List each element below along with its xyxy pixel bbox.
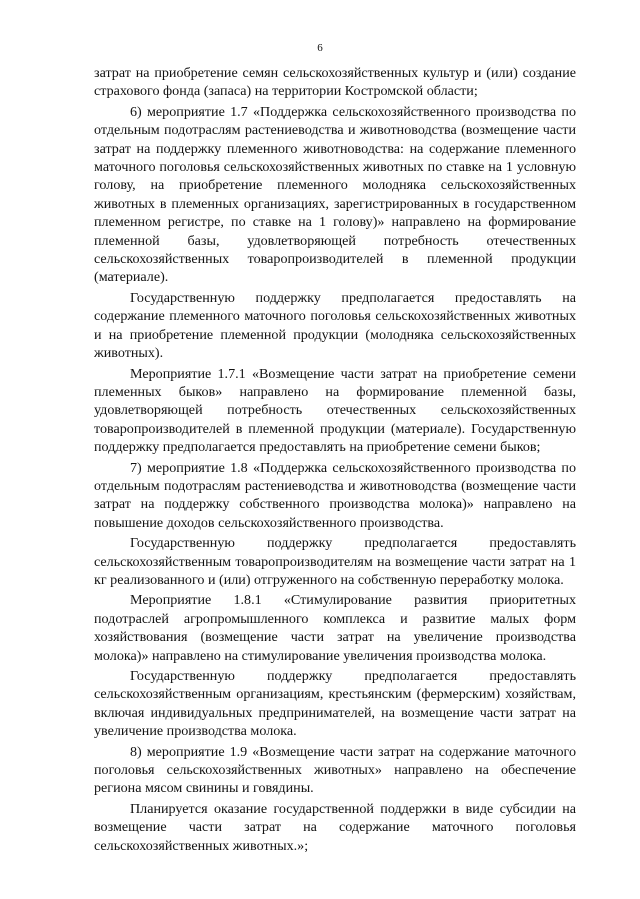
paragraph: затрат на приобретение семян сельскохозяйственных культур и (или) создание страхового фонда (запаса) на территории Костромской области; bbox=[94, 65, 576, 100]
paragraph: Мероприятие 1.7.1 «Возмещение части затрат на приобретение семени племенных быков» направлено на формирование племенной базы, удовлетворяющей потребность отечественных сельскохозяйственных товаропроизводителей в племенной продукции (материале). Государственную поддержку предполагается предоставлять на приобретение семени быков; bbox=[94, 365, 576, 456]
paragraph: Государственную поддержку предполагается предоставлять сельскохозяйственным товаропроизводителям на возмещение части затрат на 1 кг реализованного и (или) отгруженного на собственную переработку молока. bbox=[94, 535, 576, 588]
page-number: 6 bbox=[317, 42, 323, 54]
paragraph: Планируется оказание государственной поддержки в виде субсидии на возмещение части затрат на содержание маточного поголовья сельскохозяйственных животных.»; bbox=[94, 800, 576, 854]
paragraph: 7) мероприятие 1.8 «Поддержка сельскохозяйственного производства по отдельным подотраслям растениеводства и животноводства (возмещение части затрат на поддержку собственного производства молока)» направлено на повышение доходов сельскохозяйственного производства. bbox=[94, 459, 576, 531]
paragraph: 8) мероприятие 1.9 «Возмещение части затрат на содержание маточного поголовья сельскохозяйственных животных» направлено на обеспечение региона мясом свинины и говядины. bbox=[94, 743, 576, 797]
paragraph: Государственную поддержку предполагается предоставлять на содержание племенного маточного поголовья сельскохозяйственных животных и на приобретение племенной продукции (молодняка сельскохозяйственных животных). bbox=[94, 289, 576, 362]
document-body bbox=[94, 64, 576, 857]
paragraph: 6) мероприятие 1.7 «Поддержка сельскохозяйственного производства по отдельным подотраслям растениеводства и животноводства (возмещение части затрат на поддержку племенного животноводства: на содержание племенного маточного поголовья сельскохозяйственных животных по ставке на 1 условную голову, на приобретение племенного молодняка сельскохозяйственных животных в племенных организациях, зарегистрированных в государственном племенном регистре, по ставке на 1 голову)» направлено на формирование племенной базы, удовлетворяющей потребность отечественных сельскохозяйственных товаропроизводителей в племенной продукции (материале). bbox=[94, 103, 576, 286]
paragraph: Мероприятие 1.8.1 «Стимулирование развития приоритетных подотраслей агропромышленного комплекса и развитие малых форм хозяйствования (возмещение части затрат на увеличение производства молока)» направлено на стимулирование увеличения производства молока. bbox=[94, 592, 576, 664]
paragraph: Государственную поддержку предполагается предоставлять сельскохозяйственным организациям, крестьянским (фермерским) хозяйствам, включая индивидуальных предпринимателей, на возмещение части затрат на увеличение производства молока. bbox=[94, 668, 576, 740]
